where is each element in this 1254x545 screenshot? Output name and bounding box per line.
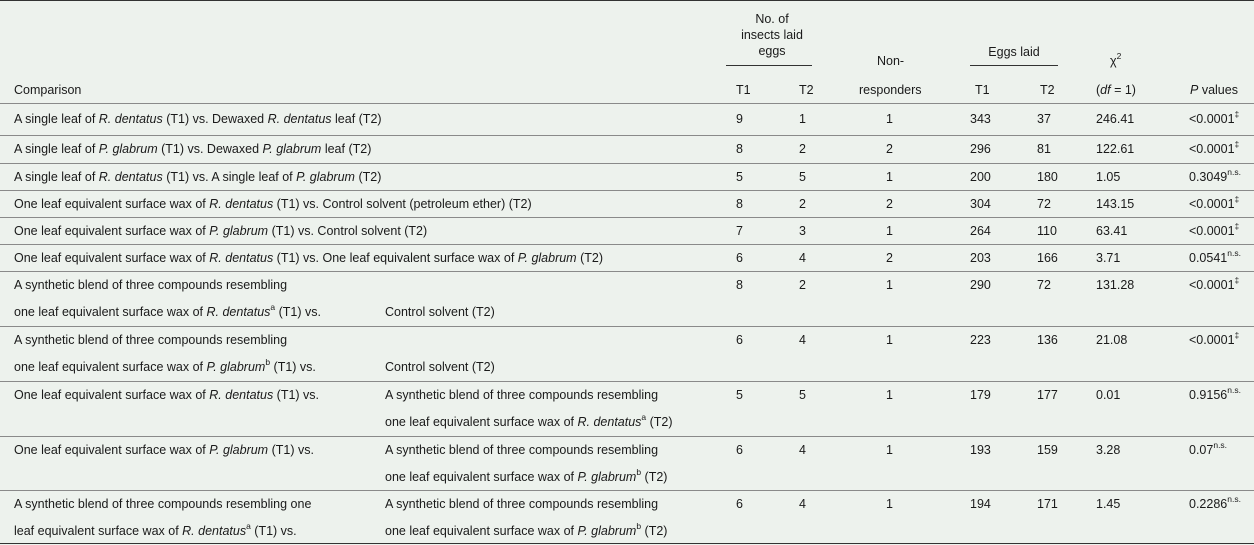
cell-t2: 4 (799, 443, 806, 457)
cell-p-value (1189, 245, 1241, 272)
cell-chi2: 3.71 (1096, 251, 1121, 265)
header-eggs-t2: T2 (1040, 83, 1055, 97)
cell-eggs_t1: 343 (970, 112, 991, 126)
header-insects-line2: insects laid (741, 28, 803, 42)
comparison-text: One leaf equivalent surface wax of R. dentatus (T1) vs. Control solvent (petroleum ether) (T2) (14, 197, 532, 211)
cell-eggs_t1: 203 (970, 251, 991, 265)
cell-nonresponders: 2 (886, 142, 893, 156)
cell-nonresponders: 1 (886, 224, 893, 238)
p-value-text: <0.0001 (1189, 333, 1235, 347)
cell-t2: 4 (799, 497, 806, 511)
cell-p-value (1189, 327, 1239, 354)
cell-eggs_t1: 304 (970, 197, 991, 211)
cell-chi2: 131.28 (1096, 278, 1135, 292)
cell-eggs_t2: 72 (1037, 197, 1051, 211)
table-row (0, 436, 1254, 490)
comparison-text: A synthetic blend of three compounds resembling (14, 333, 288, 347)
p-value-significance: ‡ (1234, 274, 1240, 285)
cell-eggs_t1: 296 (970, 142, 991, 156)
comparison-text: leaf equivalent surface wax of R. dentatus$^a$ (T1) vs. (14, 520, 297, 538)
cell-nonresponders: 1 (886, 443, 893, 457)
cell-t2: 2 (799, 142, 806, 156)
cell-chi2: 246.41 (1096, 112, 1135, 126)
cell-eggs_t2: 37 (1037, 112, 1051, 126)
header-eggs-t1: T1 (975, 83, 990, 97)
cell-chi2: 122.61 (1096, 142, 1135, 156)
header-insects-line1: No. of (755, 12, 789, 26)
cell-eggs_t2: 180 (1037, 170, 1058, 184)
p-value-significance: ‡ (1234, 329, 1240, 340)
cell-eggs_t2: 136 (1037, 333, 1058, 347)
cell-chi2: 1.45 (1096, 497, 1121, 511)
p-value-significance: n.s. (1227, 247, 1241, 258)
header-insects-rule (726, 65, 812, 66)
p-value-text: 0.0541 (1189, 251, 1228, 265)
p-value-significance: ‡ (1234, 193, 1240, 204)
cell-nonresponders: 1 (886, 170, 893, 184)
cell-t1: 8 (736, 278, 743, 292)
cell-t1: 9 (736, 112, 743, 126)
comparison-text: A synthetic blend of three compounds resembling one (14, 497, 312, 511)
header-nonresponders-line2: responders (859, 83, 922, 97)
comparison-text: one leaf equivalent surface wax of P. glabrum$^b$ (T1) vs. (14, 356, 316, 374)
cell-t2: 1 (799, 112, 806, 126)
p-value-significance: n.s. (1227, 166, 1241, 177)
p-value-text: 0.2286 (1189, 497, 1228, 511)
comparison-text: A single leaf of R. dentatus (T1) vs. A single leaf of P. glabrum (T2) (14, 170, 382, 184)
comparison-text: One leaf equivalent surface wax of P. glabrum (T1) vs. (14, 443, 314, 457)
cell-eggs_t2: 72 (1037, 278, 1051, 292)
table-bottom-rule (0, 543, 1254, 544)
cell-nonresponders: 1 (886, 278, 893, 292)
header-chi-symbol: χ (1110, 54, 1117, 68)
comparison-text: One leaf equivalent surface wax of R. dentatus (T1) vs. One leaf equivalent surface wax of P. glabrum (T2) (14, 251, 603, 265)
cell-p-value (1189, 218, 1239, 245)
comparison-text-t2: one leaf equivalent surface wax of P. glabrum$^b$ (T2) (385, 466, 668, 484)
p-value-significance: n.s. (1213, 439, 1228, 450)
comparison-text-t2: A synthetic blend of three compounds resembling (385, 443, 659, 457)
header-chi-sup: 2 (1116, 50, 1122, 61)
table-row (0, 217, 1254, 244)
header-insects-line3: eggs (758, 44, 786, 58)
header-nonresponders-line1: Non- (877, 54, 905, 68)
comparison-text-t2: one leaf equivalent surface wax of R. dentatus$^a$ (T2) (385, 411, 673, 429)
header-t1: T1 (736, 83, 751, 97)
cell-chi2: 1.05 (1096, 170, 1121, 184)
cell-eggs_t2: 110 (1037, 224, 1057, 238)
cell-t1: 5 (736, 170, 743, 184)
cell-t2: 2 (799, 197, 806, 211)
header-eggs-rule (970, 65, 1058, 66)
p-value-significance: ‡ (1234, 220, 1240, 231)
cell-nonresponders: 1 (886, 112, 893, 126)
cell-eggs_t2: 177 (1037, 388, 1058, 402)
cell-p-value (1189, 164, 1241, 191)
p-value-text: 0.3049 (1189, 170, 1228, 184)
p-value-text: <0.0001 (1189, 197, 1235, 211)
comparison-text: One leaf equivalent surface wax of R. dentatus (T1) vs. (14, 388, 320, 402)
p-value-text: <0.0001 (1189, 224, 1235, 238)
cell-p-value (1189, 272, 1239, 299)
table-row (0, 326, 1254, 381)
cell-p-value (1189, 191, 1239, 218)
header-comparison: Comparison (14, 83, 82, 97)
cell-t2: 2 (799, 278, 806, 292)
cell-t1: 8 (736, 197, 743, 211)
cell-eggs_t1: 290 (970, 278, 991, 292)
cell-eggs_t1: 264 (970, 224, 991, 238)
comparison-text: A single leaf of P. glabrum (T1) vs. Dewaxed P. glabrum leaf (T2) (14, 142, 372, 156)
cell-eggs_t1: 179 (970, 388, 991, 402)
p-value-text: 0.07 (1189, 443, 1214, 457)
cell-t1: 7 (736, 224, 743, 238)
table-row (0, 135, 1254, 163)
cell-t2: 4 (799, 251, 806, 265)
table-row (0, 190, 1254, 217)
cell-t1: 6 (736, 251, 743, 265)
cell-t2: 5 (799, 170, 806, 184)
header-df: (df = 1) (1096, 83, 1136, 97)
cell-p-value (1189, 491, 1241, 518)
comparison-text-t2: Control solvent (T2) (385, 360, 495, 374)
table-row (0, 490, 1254, 545)
cell-nonresponders: 1 (886, 388, 893, 402)
cell-t2: 3 (799, 224, 806, 238)
p-value-text: <0.0001 (1189, 278, 1235, 292)
cell-t1: 6 (736, 333, 743, 347)
comparison-text: one leaf equivalent surface wax of R. dentatus$^a$ (T1) vs. (14, 301, 321, 319)
cell-chi2: 0.01 (1096, 388, 1121, 402)
cell-chi2: 3.28 (1096, 443, 1121, 457)
cell-eggs_t2: 171 (1037, 497, 1058, 511)
p-value-significance: n.s. (1227, 493, 1241, 504)
header-t2: T2 (799, 83, 814, 97)
comparison-text-t2: A synthetic blend of three compounds resembling (385, 388, 659, 402)
p-value-text: 0.9156 (1189, 388, 1228, 402)
comparison-text: A single leaf of R. dentatus (T1) vs. Dewaxed R. dentatus leaf (T2) (14, 112, 382, 126)
table-row (0, 381, 1254, 436)
table-row (0, 163, 1254, 190)
cell-t1: 6 (736, 497, 743, 511)
cell-chi2: 21.08 (1096, 333, 1128, 347)
cell-nonresponders: 2 (886, 197, 893, 211)
header-chi2 (1110, 50, 1122, 69)
p-value-significance: ‡ (1234, 138, 1240, 149)
comparison-text-t2: Control solvent (T2) (385, 305, 495, 319)
cell-t1: 5 (736, 388, 743, 402)
cell-nonresponders: 1 (886, 497, 893, 511)
comparison-text-t2: A synthetic blend of three compounds resembling (385, 497, 659, 511)
cell-eggs_t1: 194 (970, 497, 991, 511)
cell-p-value (1189, 437, 1227, 464)
cell-t2: 5 (799, 388, 806, 402)
cell-t1: 8 (736, 142, 743, 156)
cell-eggs_t2: 166 (1037, 251, 1058, 265)
table-row (0, 271, 1254, 326)
cell-p-value (1189, 136, 1239, 163)
table-row (0, 244, 1254, 271)
p-value-text: <0.0001 (1189, 112, 1235, 126)
p-value-significance: ‡ (1234, 108, 1240, 119)
comparison-text-t2: one leaf equivalent surface wax of P. glabrum$^b$ (T2) (385, 520, 668, 538)
p-value-text: <0.0001 (1189, 142, 1235, 156)
cell-eggs_t1: 193 (970, 443, 991, 457)
cell-eggs_t2: 159 (1037, 443, 1058, 457)
cell-eggs_t1: 223 (970, 333, 991, 347)
header-insects-group (724, 11, 820, 59)
cell-p-value (1189, 382, 1241, 409)
cell-t2: 4 (799, 333, 806, 347)
header-pvalues: P values (1190, 83, 1238, 97)
cell-eggs_t1: 200 (970, 170, 991, 184)
p-value-significance: n.s. (1227, 384, 1241, 395)
cell-chi2: 63.41 (1096, 224, 1128, 238)
cell-nonresponders: 1 (886, 333, 893, 347)
table-row (0, 103, 1254, 135)
header-eggs-group: Eggs laid (988, 45, 1040, 59)
comparison-text: A synthetic blend of three compounds resembling (14, 278, 288, 292)
cell-eggs_t2: 81 (1037, 142, 1051, 156)
cell-nonresponders: 2 (886, 251, 893, 265)
cell-chi2: 143.15 (1096, 197, 1135, 211)
comparison-text: One leaf equivalent surface wax of P. glabrum (T1) vs. Control solvent (T2) (14, 224, 428, 238)
cell-t1: 6 (736, 443, 743, 457)
table-header (0, 0, 1254, 103)
cell-p-value (1189, 106, 1239, 133)
